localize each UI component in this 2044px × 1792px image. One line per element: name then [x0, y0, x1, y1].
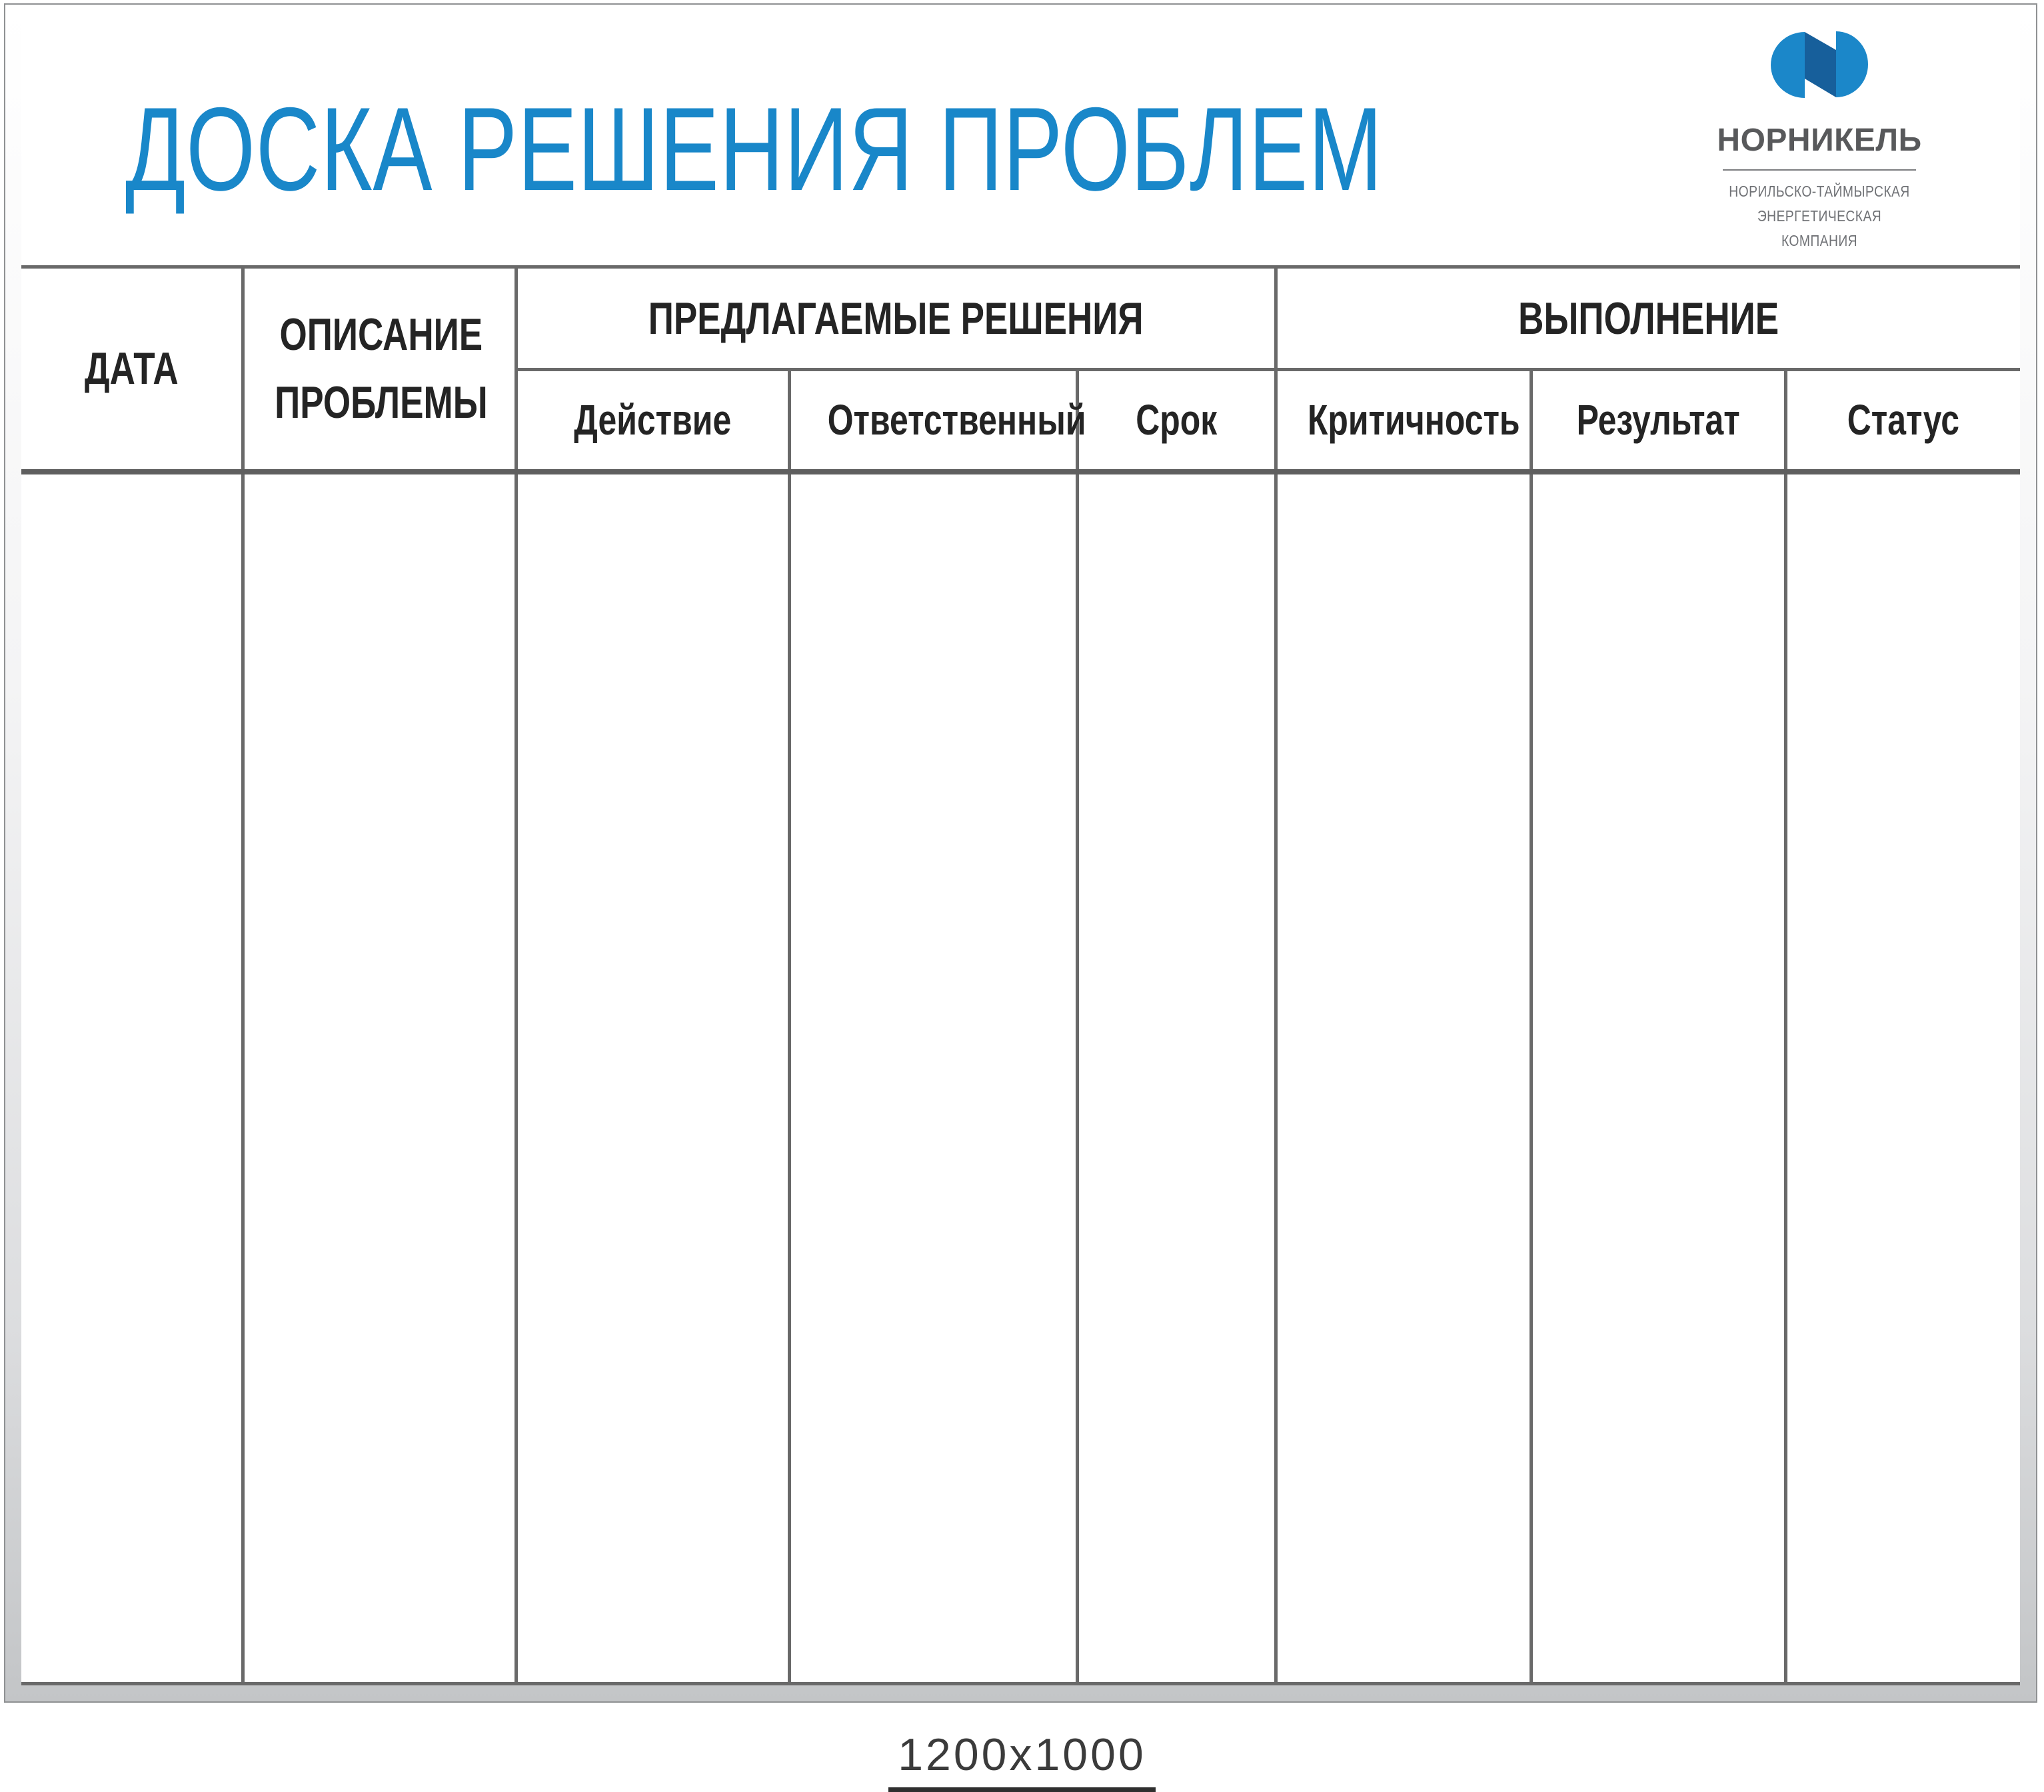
col-header-date: [21, 267, 243, 472]
body-cell-deadline: [1078, 472, 1276, 1684]
board-header: [21, 21, 2020, 265]
body-cell-action: [516, 472, 790, 1684]
table-group-header-row: [21, 267, 2020, 370]
whiteboard-surface: [21, 21, 2020, 1685]
col-header-responsible: Ответственный: [789, 370, 1077, 472]
table-body-row: [21, 472, 2020, 1684]
col-header-date-label: ДАТА: [84, 343, 179, 395]
board-size-caption: [0, 1729, 2044, 1792]
company-subtitle: [1716, 179, 1923, 253]
nornickel-n-icon: [1771, 31, 1868, 98]
body-cell-date: [21, 472, 243, 1684]
whiteboard-frame: [4, 3, 2037, 1703]
col-header-result: Результат: [1532, 370, 1785, 472]
brand-name: НОРНИКЕЛЬ: [1717, 123, 1922, 158]
logo-divider: [1723, 169, 1916, 171]
col-header-status: Статус: [1785, 370, 2020, 472]
company-subtitle-line: НОРИЛЬСКО-ТАЙМЫРСКАЯ: [1729, 183, 1910, 200]
col-header-criticality: Критичность: [1276, 370, 1532, 472]
company-subtitle-line: КОМПАНИЯ: [1781, 232, 1858, 249]
group-header-solutions: [516, 267, 1276, 370]
body-cell-criticality: [1276, 472, 1532, 1684]
problem-table-zone: [21, 265, 2020, 1685]
board-size-label: 1200x1000: [888, 1729, 1156, 1792]
col-header-deadline: Срок: [1078, 370, 1276, 472]
col-header-problem-label: ОПИСАНИЕ ПРОБЛЕМЫ: [275, 309, 489, 429]
col-header-problem: [243, 267, 516, 472]
group-header-solutions-label: ПРЕДЛАГАЕМЫЕ РЕШЕНИЯ: [648, 293, 1144, 344]
col-header-action: Действие: [516, 370, 790, 472]
group-header-execution-label: ВЫПОЛНЕНИЕ: [1518, 293, 1779, 344]
body-cell-responsible: [789, 472, 1077, 1684]
company-logo: [1696, 31, 1943, 253]
body-cell-problem: [243, 472, 516, 1684]
page-title: ДОСКА РЕШЕНИЯ ПРОБЛЕМ: [125, 83, 1384, 215]
body-cell-result: [1532, 472, 1785, 1684]
company-subtitle-line: ЭНЕРГЕТИЧЕСКАЯ: [1757, 207, 1882, 225]
body-cell-status: [1785, 472, 2020, 1684]
problem-table: [21, 265, 2020, 1685]
group-header-execution: [1276, 267, 2020, 370]
